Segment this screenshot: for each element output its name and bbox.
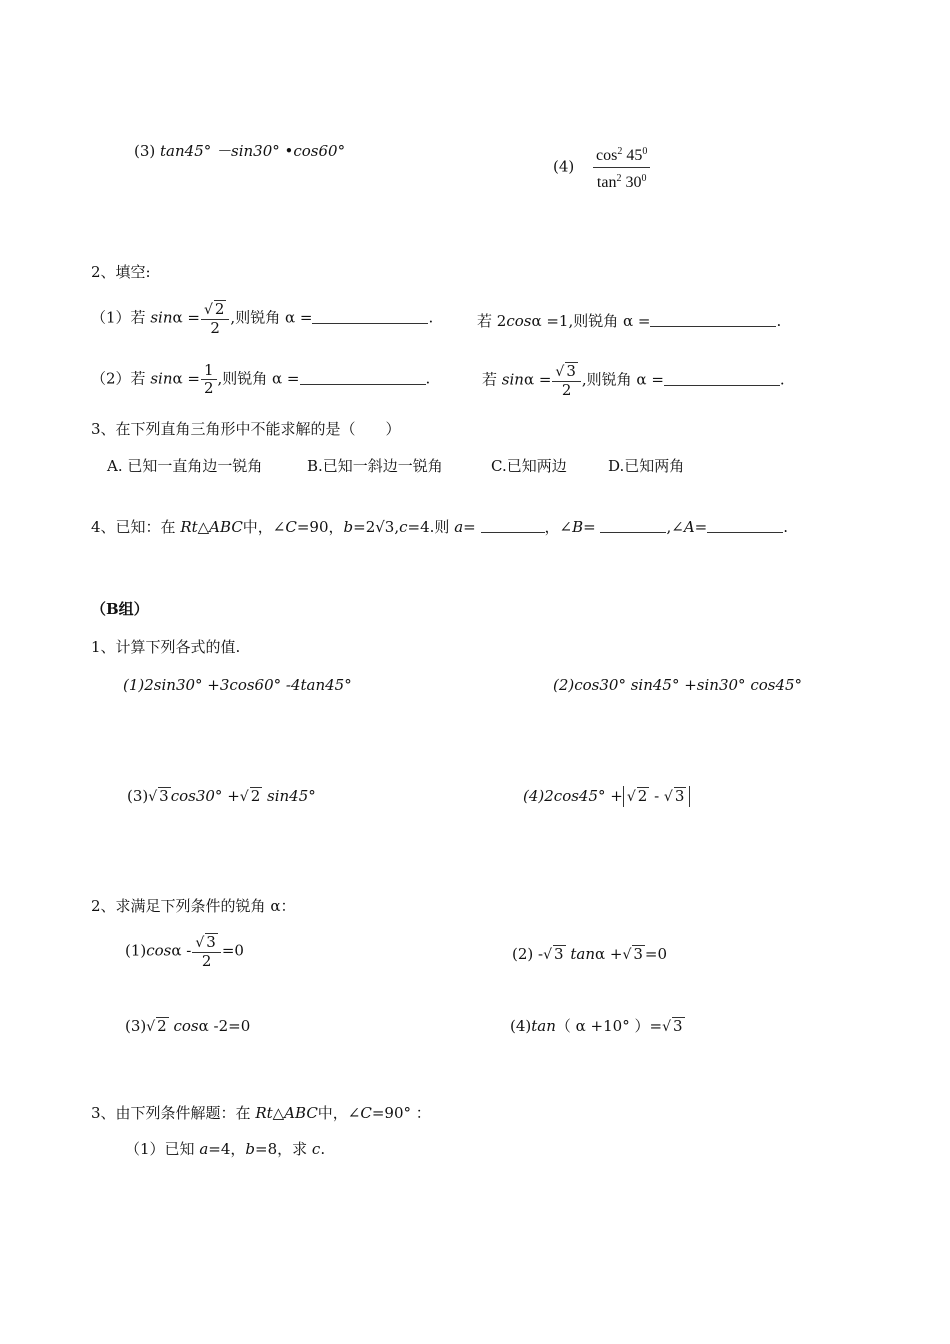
fill-a2-line1-left: （1）若 sinα = $\frac{√ 2}{2}$ ,则锐角 α = . [91, 300, 434, 337]
question-a3-title: 3、在下列直角三角形中不能求解的是（ ） [91, 420, 401, 438]
fraction-cos-over-tan: $\frac{\cos^2 45^0}{\tan^2 30^0}$ [593, 141, 650, 194]
fill-a2-line1-right: 若 2cosα =1,则锐角 α = . [477, 312, 782, 330]
question-a3-option-d[interactable]: D.已知两角 [608, 457, 685, 475]
expr-a1-4: (4) $\frac{\cos^2 45^0}{\tan^2 30^0}$ [553, 141, 651, 194]
answer-blank[interactable] [707, 518, 783, 533]
expr-b1-3: (3)√ 3 cos30° +√ 2 sin45° [127, 787, 316, 805]
expr-b1-1: (1)2sin30° +3cos60° -4tan45° [123, 676, 352, 694]
answer-blank[interactable] [312, 309, 428, 324]
absolute-value: √ 2 - √ 3 [623, 786, 691, 807]
answer-blank[interactable] [650, 312, 776, 327]
answer-blank[interactable] [481, 518, 545, 533]
question-a3-option-a[interactable]: A. 已知一直角边一锐角 [107, 457, 263, 475]
expr-b1-2: (2)cos30° sin45° +sin30° cos45° [553, 676, 803, 694]
question-b2-title: 2、求满足下列条件的锐角 α： [91, 897, 296, 915]
question-a3-option-c[interactable]: C.已知两边 [491, 457, 567, 475]
answer-blank[interactable] [300, 370, 426, 385]
expr-b2-4: (4)tan（ α +10° ）=√ 3 [510, 1017, 683, 1035]
answer-blank[interactable] [600, 518, 666, 533]
fill-a2-line2-right: 若 sinα = $\frac{√ 3}{2}$ ,则锐角 α = . [482, 362, 785, 399]
question-a3-option-b[interactable]: B.已知一斜边一锐角 [307, 457, 443, 475]
question-a4: 4、已知：在 Rt△ABC中，∠C=90，b=2√3,c=4.则 a= ，∠B= ,∠A= . [91, 518, 789, 536]
question-b1-title: 1、计算下列各式的值. [91, 638, 241, 656]
question-b3-sub1: （1）已知 a=4，b=8，求 c. [125, 1140, 326, 1158]
question-a2-title: 2、填空: [91, 263, 151, 281]
expr-a1-3: (3) tan45° －sin30° •cos60° [134, 142, 346, 160]
expr-b2-2: (2) -√ 3 tanα +√ 3 =0 [512, 945, 668, 963]
expr-b2-1: (1)cosα - $\frac{√ 3}{2}$ =0 [125, 933, 244, 970]
answer-blank[interactable] [664, 371, 780, 386]
expr-b1-4: (4)2cos45° + √ 2 - √ 3 [523, 786, 690, 807]
expr-b2-3: (3)√ 2 cosα -2=0 [125, 1017, 251, 1035]
section-b-heading: （B组） [91, 600, 149, 618]
question-b3-title: 3、由下列条件解题：在 Rt△ABC中，∠C=90° ： [91, 1104, 431, 1122]
fill-a2-line2-left: （2）若 sinα = $\frac{1}{2}$ ,则锐角 α = . [91, 361, 431, 397]
